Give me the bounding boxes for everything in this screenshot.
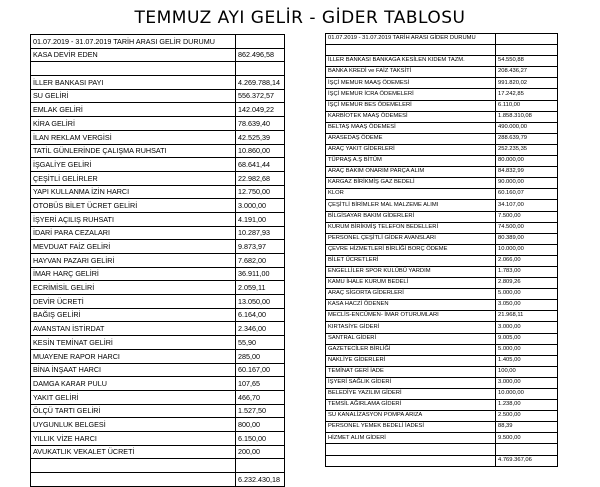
income-item-amount: 142.049,22 [236, 103, 285, 117]
income-item-label: İMAR HARÇ GELİRİ [31, 267, 236, 281]
income-item-amount: 60.167,00 [236, 363, 285, 377]
income-item-amount: 200,00 [236, 445, 285, 459]
income-item-amount: 12.750,00 [236, 185, 285, 199]
expense-item-label: ARAÇ SİGORTA GİDERLERİ [326, 289, 496, 300]
income-item-amount [236, 459, 285, 473]
expense-row [326, 411, 558, 422]
expense-item-label: SANTRAL GİDERİ [326, 333, 496, 344]
expense-item-label: BELTAŞ MAAŞ ÖDEMESİ [326, 122, 496, 133]
income-item-label: MEVDUAT FAİZ GELİRİ [31, 240, 236, 254]
expense-row [326, 333, 558, 344]
expense-row [326, 45, 558, 56]
income-item-amount: 6.150,00 [236, 431, 285, 445]
expense-row [326, 244, 558, 255]
income-item-label: İLAN REKLAM VERGİSİ [31, 130, 236, 144]
income-item-label: TATİL GÜNLERİNDE ÇALIŞMA RUHSATI [31, 144, 236, 158]
expense-row [326, 400, 558, 411]
expense-item-amount: 1.405,00 [496, 355, 558, 366]
expense-item-label: ARAÇ BAKIM ONARIM PARÇA ALIM [326, 167, 496, 178]
page-title: TEMMUZ AYI GELİR - GİDER TABLOSU [134, 8, 466, 28]
expense-item-label: GAZETECİLER BİRLİĞİ [326, 344, 496, 355]
income-item-label: SU GELİRİ [31, 89, 236, 103]
income-item-label: YILLIK VİZE HARCI [31, 431, 236, 445]
income-item-amount: 10.287,93 [236, 226, 285, 240]
expense-item-amount: 74.500,00 [496, 222, 558, 233]
income-row [31, 254, 285, 268]
expense-item-label: BELEDİYE YAZILIM GİDERİ [326, 389, 496, 400]
income-row [31, 459, 285, 473]
expense-item-label: PERSONEL YEMEK BEDELİ İADESİ [326, 422, 496, 433]
expense-item-label: KARGAZ BİRİKMİŞ GAZ BEDELİ [326, 178, 496, 189]
expense-item-amount: 54.550,88 [496, 56, 558, 67]
income-item-label: AVANSTAN İSTİRDAT [31, 322, 236, 336]
income-item-label: KİRA GELİRİ [31, 117, 236, 131]
expense-header-row [326, 34, 558, 45]
expense-item-label: İŞÇİ MEMUR MAAŞ ÖDEMESİ [326, 78, 496, 89]
income-header-row [31, 35, 285, 49]
expense-item-amount: 10.000,00 [496, 244, 558, 255]
income-row [31, 267, 285, 281]
income-row [31, 103, 285, 117]
income-row [31, 130, 285, 144]
income-row [31, 336, 285, 350]
income-item-amount: 2.059,11 [236, 281, 285, 295]
expense-row [326, 111, 558, 122]
expense-row [326, 422, 558, 433]
income-table [30, 34, 285, 487]
expense-item-label: NAKLİYE GİDERLERİ [326, 355, 496, 366]
expense-item-label: BİLET ÜCRETLERİ [326, 255, 496, 266]
income-row [31, 144, 285, 158]
income-item-amount: 4.269.788,14 [236, 76, 285, 90]
expense-row [326, 100, 558, 111]
expense-row [326, 355, 558, 366]
expense-item-label: İŞYERİ SAĞLIK GİDERİ [326, 377, 496, 388]
expense-row [326, 233, 558, 244]
income-item-label: İŞYERİ AÇILIŞ RUHSATI [31, 212, 236, 226]
income-item-label: BAĞIŞ GELİRİ [31, 308, 236, 322]
expense-item-label [326, 444, 496, 455]
expense-row [326, 56, 558, 67]
expense-row [326, 444, 558, 455]
income-header-blank [236, 35, 285, 49]
expense-item-label: ÇEVRE HİZMETLERİ BİRLİĞİ BORÇ ÖDEME [326, 244, 496, 255]
income-item-amount: 862.496,58 [236, 48, 285, 62]
income-row [31, 295, 285, 309]
income-item-label: ÇEŞİTLİ GELİRLER [31, 171, 236, 185]
expense-item-amount: 10.000,00 [496, 389, 558, 400]
income-item-label: YAPI KULLANMA İZİN HARCI [31, 185, 236, 199]
expense-item-amount: 7.500,00 [496, 211, 558, 222]
expense-item-label: KIRTASİYE GİDERİ [326, 322, 496, 333]
expense-item-amount: 3.000,00 [496, 377, 558, 388]
expense-item-amount: 9.005,00 [496, 333, 558, 344]
income-row [31, 473, 285, 487]
expense-item-amount: 288.639,79 [496, 133, 558, 144]
expense-row [326, 389, 558, 400]
expense-row [326, 156, 558, 167]
expense-row [326, 322, 558, 333]
income-row [31, 199, 285, 213]
expense-item-amount: 84.832,99 [496, 167, 558, 178]
income-item-label [31, 62, 236, 76]
expense-row [326, 200, 558, 211]
income-item-amount: 36.911,00 [236, 267, 285, 281]
income-item-amount: 42.525,39 [236, 130, 285, 144]
expense-item-label: HİZMET ALIM GİDERİ [326, 433, 496, 444]
income-row [31, 240, 285, 254]
income-item-amount: 800,00 [236, 418, 285, 432]
expense-item-label: ÇEŞİTLİ BİRİMLER MAL MALZEME ALIMI [326, 200, 496, 211]
expense-row [326, 311, 558, 322]
income-item-label [31, 473, 236, 487]
income-item-amount: 2.346,00 [236, 322, 285, 336]
income-row [31, 158, 285, 172]
income-item-amount: 7.682,00 [236, 254, 285, 268]
income-item-label: AVUKATLIK VEKALET ÜCRETİ [31, 445, 236, 459]
income-row [31, 418, 285, 432]
expense-row [326, 144, 558, 155]
expense-row [326, 255, 558, 266]
income-row [31, 212, 285, 226]
expense-item-amount: 490.000,00 [496, 122, 558, 133]
income-row [31, 48, 285, 62]
income-item-label: KESİN TEMİNAT GELİRİ [31, 336, 236, 350]
income-row [31, 308, 285, 322]
expense-item-label: İŞÇİ MEMUR İCRA ÖDEMELERİ [326, 89, 496, 100]
income-row [31, 363, 285, 377]
expense-row [326, 167, 558, 178]
expense-item-label: TÜPRAŞ A.Ş BİTÜM [326, 156, 496, 167]
expense-item-label: BİLGİSAYAR BAKIM GİDERLERİ [326, 211, 496, 222]
income-item-label: KASA DEVİR EDEN [31, 48, 236, 62]
expense-item-amount: 6.110,00 [496, 100, 558, 111]
income-item-label: ÖLÇÜ TARTI GELİRİ [31, 404, 236, 418]
expense-item-amount: 2.066,00 [496, 255, 558, 266]
expense-item-amount: 208.436,27 [496, 67, 558, 78]
income-item-amount: 78.639,40 [236, 117, 285, 131]
income-item-label: ECRİMİSİL GELİRİ [31, 281, 236, 295]
expense-item-label: KAMU İHALE KURUM BEDELİ [326, 278, 496, 289]
expense-row [326, 122, 558, 133]
income-item-amount: 107,65 [236, 377, 285, 391]
income-item-amount: 1.527,50 [236, 404, 285, 418]
income-item-amount: 9.873,97 [236, 240, 285, 254]
expense-item-label: TEMİNAT GERİ İADE [326, 366, 496, 377]
expense-item-label: TEMSİL AĞIRLAMA GİDERİ [326, 400, 496, 411]
income-item-label: İLLER BANKASI PAYI [31, 76, 236, 90]
expense-row [326, 278, 558, 289]
income-item-label: OTOBÜS BİLET ÜCRET GELİRİ [31, 199, 236, 213]
expense-row [326, 266, 558, 277]
expense-item-label: ARAÇ YAKIT GİDERLERİ [326, 144, 496, 155]
expense-item-amount [496, 444, 558, 455]
expense-item-amount: 5.000,00 [496, 289, 558, 300]
expense-item-amount: 252.235,35 [496, 144, 558, 155]
expense-row [326, 289, 558, 300]
expense-row [326, 455, 558, 466]
expense-item-label: KASA HACZİ ÖDENEN [326, 300, 496, 311]
income-item-label: İŞGALİYE GELİRİ [31, 158, 236, 172]
expense-row [326, 211, 558, 222]
expense-item-amount: 991.820,02 [496, 78, 558, 89]
expense-item-amount: 4.769.367,06 [496, 455, 558, 466]
expense-item-label: MECLİS-ENCÜMEN- İMAR OTURUMLARI [326, 311, 496, 322]
expense-item-label: ENGELLİLER SPOR KULÜBÜ YARDIM [326, 266, 496, 277]
expense-row [326, 300, 558, 311]
income-row [31, 431, 285, 445]
expense-item-amount: 2.809,26 [496, 278, 558, 289]
income-item-amount: 6.232.430,18 [236, 473, 285, 487]
income-item-amount: 6.164,00 [236, 308, 285, 322]
expense-row [326, 377, 558, 388]
expense-item-amount [496, 45, 558, 56]
expense-table [325, 33, 558, 467]
expense-item-amount: 9.500,00 [496, 433, 558, 444]
income-item-amount: 3.000,00 [236, 199, 285, 213]
expense-row [326, 89, 558, 100]
income-row [31, 281, 285, 295]
income-item-amount: 10.860,00 [236, 144, 285, 158]
income-item-label: BİNA İNŞAAT HARCI [31, 363, 236, 377]
income-item-amount: 55,90 [236, 336, 285, 350]
income-row [31, 62, 285, 76]
expense-header: 01.07.2019 - 31.07.2019 TARİH ARASI GİDER DURUMU [326, 34, 496, 45]
expense-item-label: ARASEDAŞ ÖDEME [326, 133, 496, 144]
income-row [31, 322, 285, 336]
expense-item-amount: 1.858.310,08 [496, 111, 558, 122]
expense-row [326, 222, 558, 233]
expense-item-amount: 1.238,00 [496, 400, 558, 411]
income-item-label: MUAYENE RAPOR HARCI [31, 349, 236, 363]
expense-item-amount: 90.000,00 [496, 178, 558, 189]
expense-item-amount: 21.968,11 [496, 311, 558, 322]
income-item-amount [236, 62, 285, 76]
income-item-amount: 4.191,00 [236, 212, 285, 226]
expense-item-label [326, 45, 496, 56]
expense-item-amount: 34.107,00 [496, 200, 558, 211]
expense-row [326, 178, 558, 189]
expense-item-amount: 80.389,00 [496, 233, 558, 244]
income-row [31, 117, 285, 131]
income-row [31, 76, 285, 90]
income-item-label: İDARİ PARA CEZALARI [31, 226, 236, 240]
expense-row [326, 67, 558, 78]
expense-item-label: SU KANALİZASYON POMPA ARIZA [326, 411, 496, 422]
income-item-label: EMLAK GELİRİ [31, 103, 236, 117]
income-row [31, 171, 285, 185]
income-item-label: DAMGA KARAR PULU [31, 377, 236, 391]
income-row [31, 226, 285, 240]
income-item-amount: 556.372,57 [236, 89, 285, 103]
income-item-amount: 466,70 [236, 390, 285, 404]
expense-item-amount: 3.000,00 [496, 322, 558, 333]
income-item-amount: 13.050,00 [236, 295, 285, 309]
expense-item-amount: 80.000,00 [496, 156, 558, 167]
expense-item-amount: 3.050,00 [496, 300, 558, 311]
expense-header-blank [496, 34, 558, 45]
expense-item-label: BANKA KREDİ ve FAİZ TAKSİTİ [326, 67, 496, 78]
income-row [31, 185, 285, 199]
income-item-label: HAYVAN PAZARI GELİRİ [31, 254, 236, 268]
income-item-amount: 68.641,44 [236, 158, 285, 172]
income-row [31, 404, 285, 418]
income-header: 01.07.2019 - 31.07.2019 TARİH ARASI GELİR DURUMU [31, 35, 236, 49]
expense-item-label [326, 455, 496, 466]
expense-item-amount: 88,39 [496, 422, 558, 433]
expense-row [326, 78, 558, 89]
expense-item-amount: 5.000,00 [496, 344, 558, 355]
income-item-label [31, 459, 236, 473]
expense-item-label: KARBİOTEK MAAŞ ÖDEMESİ [326, 111, 496, 122]
income-row [31, 390, 285, 404]
income-item-amount: 285,00 [236, 349, 285, 363]
expense-item-label: KLOR [326, 189, 496, 200]
income-item-label: YAKIT GELİRİ [31, 390, 236, 404]
expense-row [326, 189, 558, 200]
expense-item-amount: 1.783,00 [496, 266, 558, 277]
expense-item-amount: 17.242,85 [496, 89, 558, 100]
expense-row [326, 344, 558, 355]
income-row [31, 445, 285, 459]
income-item-label: DEVİR ÜCRETİ [31, 295, 236, 309]
income-row [31, 89, 285, 103]
expense-item-label: İLLER BANKASI BANKAGA KESİLEN KIDEM TAZM. [326, 56, 496, 67]
income-item-label: UYGUNLUK BELGESİ [31, 418, 236, 432]
expense-item-label: İŞÇİ MEMUR BES ÖDEMELERİ [326, 100, 496, 111]
expense-item-amount: 100,00 [496, 366, 558, 377]
expense-item-label: PERSONEL ÇEŞİTLİ GİDER AVANSLARI [326, 233, 496, 244]
expense-item-label: KURUM BİRİKMİŞ TELEFON BEDELLERİ [326, 222, 496, 233]
income-item-amount: 22.982,68 [236, 171, 285, 185]
expense-item-amount: 60.160,07 [496, 189, 558, 200]
expense-row [326, 366, 558, 377]
expense-row [326, 133, 558, 144]
income-row [31, 377, 285, 391]
expense-item-amount: 2.500,00 [496, 411, 558, 422]
income-row [31, 349, 285, 363]
expense-row [326, 433, 558, 444]
